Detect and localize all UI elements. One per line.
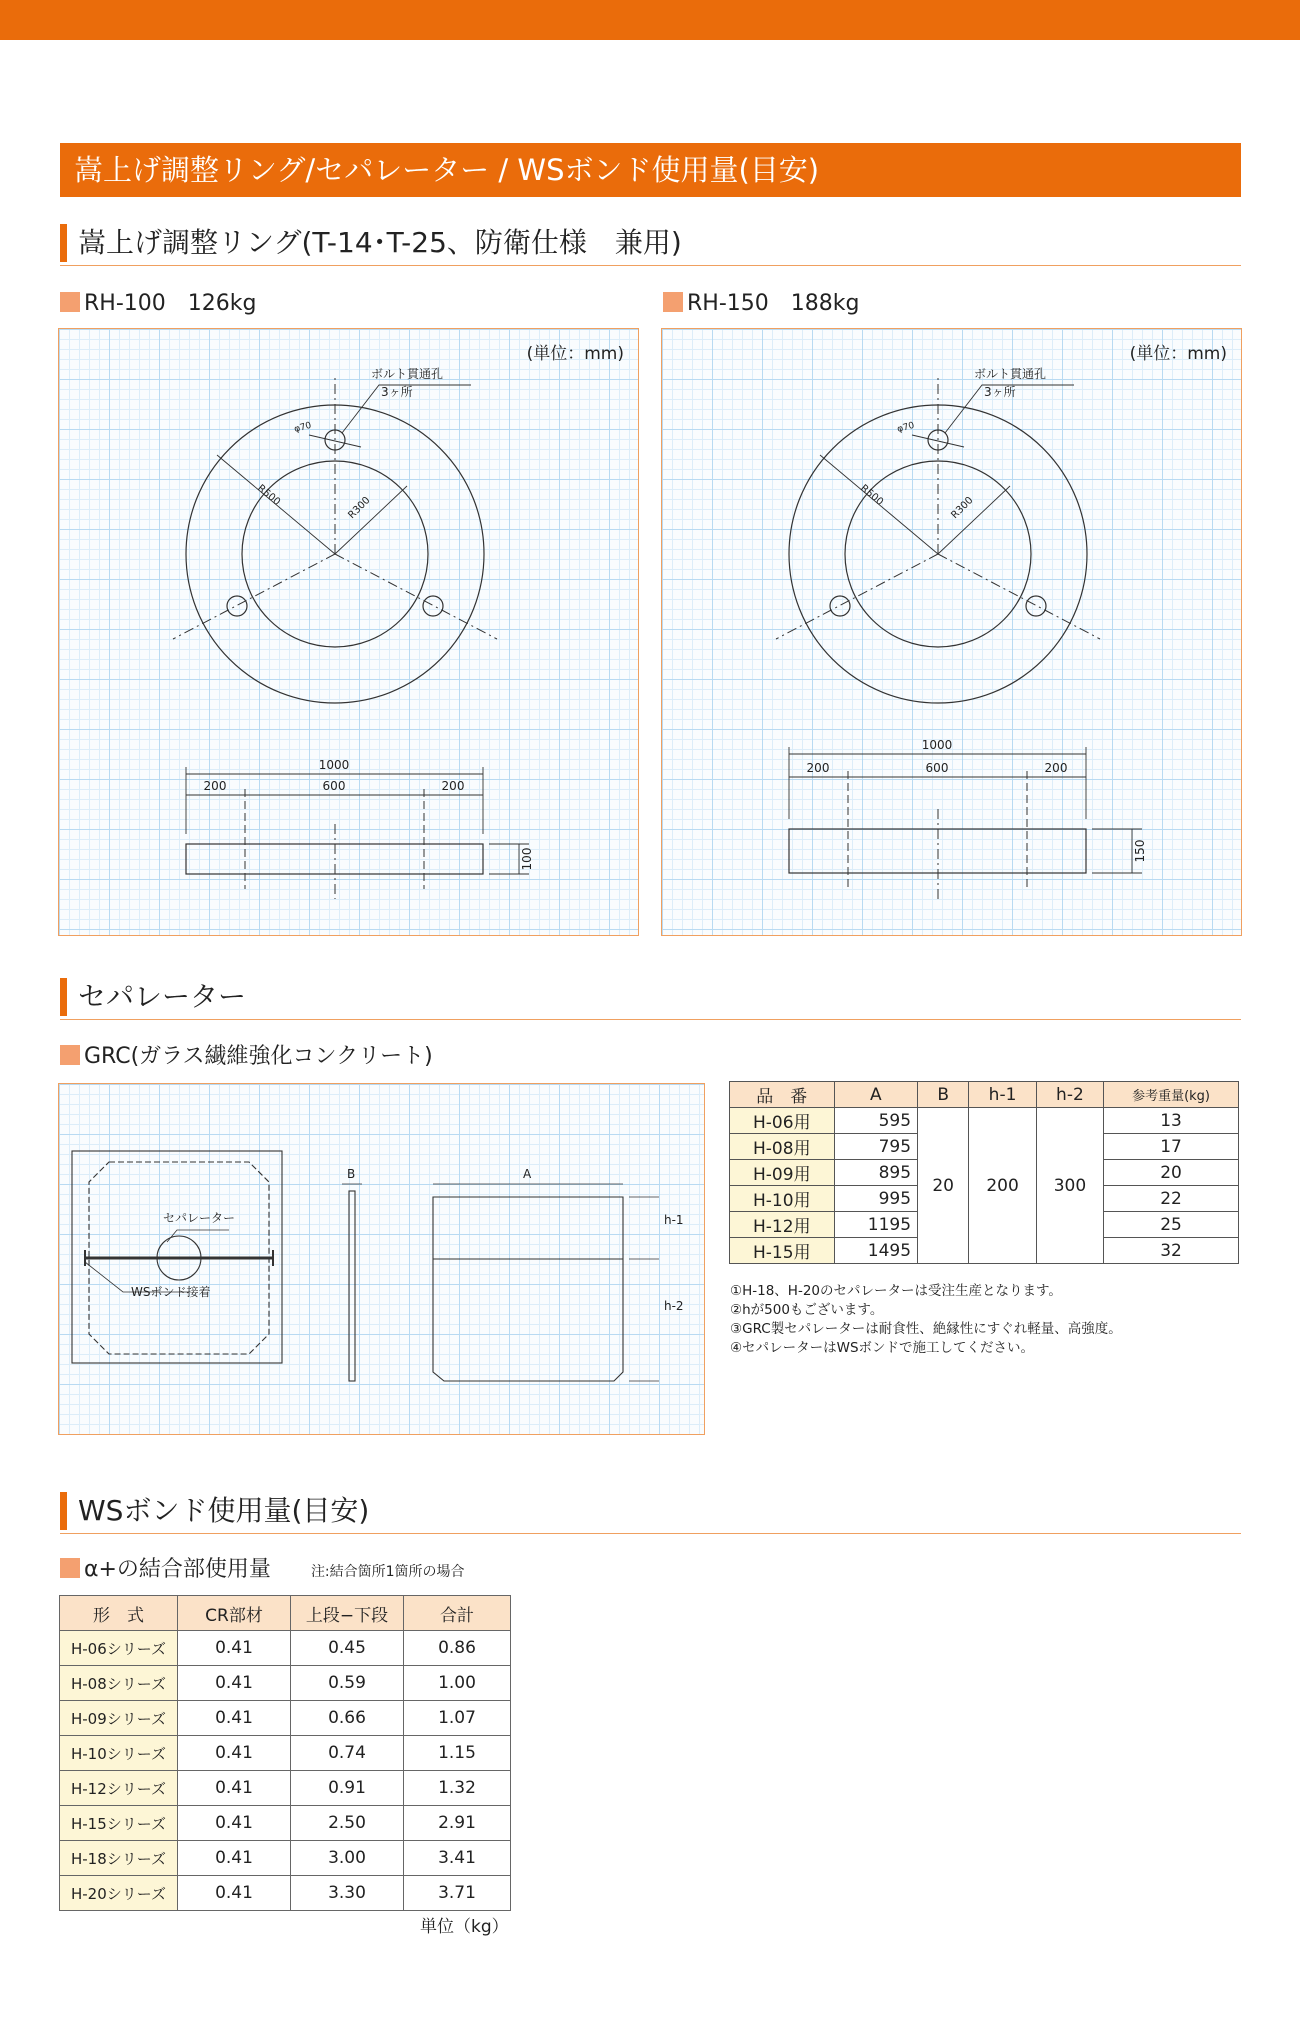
cell-upper-lower: 3.30 <box>291 1876 404 1911</box>
col-header-b: B <box>918 1082 969 1108</box>
table-row <box>60 1876 511 1911</box>
bond-note: 注:結合箇所1箇所の場合 <box>310 1564 465 1580</box>
cell-a: 1495 <box>834 1238 917 1264</box>
bond-unit-label: 単位（kg） <box>420 1917 509 1937</box>
heading-accent-bar <box>60 224 67 262</box>
cell-type: H-18シリーズ <box>60 1841 178 1876</box>
cell-cr: 0.41 <box>178 1876 291 1911</box>
bolt-label: ボルト貫通孔 <box>371 367 444 381</box>
note-item: ②hが500もございます。 <box>730 1302 884 1318</box>
dim-h2: h-2 <box>664 1299 684 1313</box>
separator-drawing <box>59 1084 703 1433</box>
table-row <box>60 1841 511 1876</box>
col-header-a: A <box>834 1082 917 1108</box>
phi-label: φ70 <box>293 420 313 435</box>
note-item: ④セパレーターはWSボンドで施工してください。 <box>730 1340 1035 1356</box>
dim-height: 150 <box>1133 839 1147 863</box>
square-bullet-icon <box>60 292 80 312</box>
bolt-hole <box>227 596 247 616</box>
rings-section-heading <box>60 224 1241 266</box>
cell-name: H-12用 <box>730 1212 835 1238</box>
rh100-label: RH-100 126kg <box>84 291 257 316</box>
grc-label: GRC(ガラス繊維強化コンクリート) <box>84 1044 433 1069</box>
separator-drawing-panel <box>58 1083 705 1435</box>
cell-name: H-09用 <box>730 1160 835 1186</box>
cell-name: H-10用 <box>730 1186 835 1212</box>
cell-upper-lower: 0.59 <box>291 1666 404 1701</box>
cell-total: 3.41 <box>404 1841 511 1876</box>
table-row <box>60 1771 511 1806</box>
dim-center: 600 <box>925 761 949 775</box>
square-bullet-icon <box>663 292 683 312</box>
cell-upper-lower: 3.00 <box>291 1841 404 1876</box>
bolt-count: 3ヶ所 <box>984 385 1016 399</box>
cell-type: H-12シリーズ <box>60 1771 178 1806</box>
cell-upper-lower: 0.91 <box>291 1771 404 1806</box>
col-header-weight: 参考重量(kg) <box>1104 1082 1239 1108</box>
bolt-count: 3ヶ所 <box>381 385 413 399</box>
dim-left: 200 <box>806 761 830 775</box>
cell-total: 3.71 <box>404 1876 511 1911</box>
cell-weight: 17 <box>1104 1134 1239 1160</box>
cell-a: 1195 <box>834 1212 917 1238</box>
cell-h1: 200 <box>969 1108 1036 1264</box>
cell-type: H-20シリーズ <box>60 1876 178 1911</box>
cell-total: 1.00 <box>404 1666 511 1701</box>
cell-cr: 0.41 <box>178 1806 291 1841</box>
rh150-subheading <box>663 290 859 318</box>
cell-cr: 0.41 <box>178 1841 291 1876</box>
dim-left: 200 <box>203 779 227 793</box>
cell-weight: 32 <box>1104 1238 1239 1264</box>
table-row <box>60 1806 511 1841</box>
note-item: ①H-18、H-20のセパレーターは受注生産となります。 <box>730 1283 1062 1299</box>
cell-a: 995 <box>834 1186 917 1212</box>
col-header-upper-lower: 上段−下段 <box>291 1596 404 1631</box>
dim-a: A <box>523 1167 532 1181</box>
r-outer-label: R500 <box>858 482 886 509</box>
cell-h2: 300 <box>1036 1108 1103 1264</box>
cell-cr: 0.41 <box>178 1666 291 1701</box>
cell-a: 595 <box>834 1108 917 1134</box>
rh150-drawing-panel <box>661 328 1242 936</box>
heading-accent-bar <box>60 1492 67 1530</box>
cell-total: 2.91 <box>404 1806 511 1841</box>
cell-a: 895 <box>834 1160 917 1186</box>
square-bullet-icon <box>60 1558 80 1578</box>
unit-label: (単位：mm) <box>526 344 624 364</box>
bond-subheading <box>60 1556 465 1586</box>
dim-total: 1000 <box>921 738 953 752</box>
cell-upper-lower: 2.50 <box>291 1806 404 1841</box>
cell-weight: 25 <box>1104 1212 1239 1238</box>
cell-upper-lower: 0.45 <box>291 1631 404 1666</box>
bond-sub-label: α+の結合部使用量 <box>84 1557 271 1582</box>
bolt-label: ボルト貫通孔 <box>974 367 1047 381</box>
bond-heading-text: WSボンド使用量(目安) <box>78 1494 370 1527</box>
col-header-h1: h-1 <box>969 1082 1036 1108</box>
cell-name: H-08用 <box>730 1134 835 1160</box>
dim-right: 200 <box>441 779 465 793</box>
cell-total: 1.32 <box>404 1771 511 1806</box>
bond-section-heading <box>60 1492 1241 1534</box>
cell-weight: 22 <box>1104 1186 1239 1212</box>
separator-heading-text: セパレーター <box>78 980 247 1013</box>
r-inner-label: R300 <box>949 494 976 522</box>
cell-name: H-06用 <box>730 1108 835 1134</box>
cell-upper-lower: 0.66 <box>291 1701 404 1736</box>
table-row <box>60 1736 511 1771</box>
bond-usage-table <box>59 1595 511 1911</box>
col-header-total: 合計 <box>404 1596 511 1631</box>
dim-b: B <box>347 1167 356 1181</box>
cell-a: 795 <box>834 1134 917 1160</box>
table-row <box>60 1701 511 1736</box>
bolt-hole <box>423 596 443 616</box>
col-header-type: 形 式 <box>60 1596 178 1631</box>
dim-right: 200 <box>1044 761 1068 775</box>
table-header-row <box>60 1596 511 1631</box>
cell-name: H-15用 <box>730 1238 835 1264</box>
cell-type: H-06シリーズ <box>60 1631 178 1666</box>
cell-type: H-09シリーズ <box>60 1701 178 1736</box>
cell-cr: 0.41 <box>178 1771 291 1806</box>
cell-upper-lower: 0.74 <box>291 1736 404 1771</box>
cell-total: 1.07 <box>404 1701 511 1736</box>
table-row <box>730 1108 1239 1134</box>
dim-center: 600 <box>322 779 346 793</box>
rings-heading-text: 嵩上げ調整リング(T-14･T-25、防衛仕様 兼用) <box>78 226 682 259</box>
cell-cr: 0.41 <box>178 1631 291 1666</box>
cell-b: 20 <box>918 1108 969 1264</box>
rh100-subheading <box>60 290 256 318</box>
square-bullet-icon <box>60 1045 80 1065</box>
cell-total: 1.15 <box>404 1736 511 1771</box>
cell-cr: 0.41 <box>178 1736 291 1771</box>
separator-label: セパレーター <box>163 1211 236 1225</box>
separator-spec-table <box>729 1081 1239 1264</box>
col-header-cr: CR部材 <box>178 1596 291 1631</box>
col-header-name: 品 番 <box>730 1082 835 1108</box>
cell-cr: 0.41 <box>178 1701 291 1736</box>
table-row <box>60 1631 511 1666</box>
cell-type: H-10シリーズ <box>60 1736 178 1771</box>
dim-height: 100 <box>520 847 534 871</box>
top-accent-bar <box>0 0 1300 40</box>
rh100-drawing <box>59 329 637 934</box>
bond-label: WSボンド接着 <box>131 1285 211 1299</box>
table-row <box>60 1666 511 1701</box>
r-inner-label: R300 <box>346 494 373 522</box>
rh150-label: RH-150 188kg <box>687 291 860 316</box>
heading-accent-bar <box>60 978 67 1016</box>
dim-total: 1000 <box>318 758 350 772</box>
page-title: 嵩上げ調整リング/セパレーター / WSボンド使用量(目安) <box>60 143 1241 197</box>
separator-section-heading <box>60 978 1241 1020</box>
cell-type: H-08シリーズ <box>60 1666 178 1701</box>
rh150-drawing <box>662 329 1240 934</box>
cell-total: 0.86 <box>404 1631 511 1666</box>
dim-h1: h-1 <box>664 1213 684 1227</box>
table-header-row <box>730 1082 1239 1108</box>
unit-label: (単位：mm) <box>1129 344 1227 364</box>
note-item: ③GRC製セパレーターは耐食性、絶縁性にすぐれ軽量、高強度。 <box>730 1321 1122 1337</box>
phi-label: φ70 <box>896 420 916 435</box>
separator-notes <box>730 1282 1122 1358</box>
col-header-h2: h-2 <box>1036 1082 1103 1108</box>
cell-weight: 20 <box>1104 1160 1239 1186</box>
cell-type: H-15シリーズ <box>60 1806 178 1841</box>
r-outer-label: R500 <box>255 482 283 509</box>
cell-weight: 13 <box>1104 1108 1239 1134</box>
grc-subheading <box>60 1043 433 1071</box>
rh100-drawing-panel <box>58 328 639 936</box>
